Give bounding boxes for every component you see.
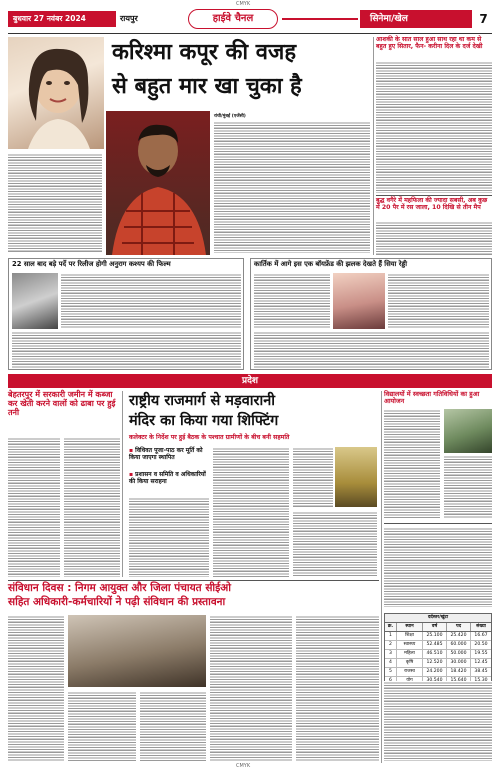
mid-left-text-lower (12, 331, 241, 369)
table-cell: 38.45 (474, 669, 488, 674)
table-row (385, 650, 491, 659)
bullet1-text: विधिवत पूजा-पाठ कर मूर्ति को किया जाएगा स्थापित (129, 447, 203, 462)
anurag-photo (12, 273, 58, 329)
top-story-text-left (8, 153, 102, 253)
bottom-text-col3 (140, 691, 206, 761)
table-cell: 46.510 (423, 650, 447, 658)
portrait-illustration (8, 37, 104, 149)
center-bullet1 (129, 447, 209, 461)
table-row (385, 668, 491, 677)
cmyk-top-label: CMYK (236, 1, 251, 7)
table-cell: 52.485 (423, 641, 447, 649)
lower-right-divider (384, 523, 492, 524)
bottom-text-col4 (210, 615, 292, 761)
center-text-col3 (293, 447, 333, 507)
vertical-rule-center (381, 391, 382, 763)
masthead-rule (282, 18, 358, 20)
table-row (385, 659, 491, 668)
center-text-col1 (129, 497, 209, 577)
table-cell: 3 (385, 650, 397, 658)
table-cell: शिक्षा (397, 632, 423, 640)
lower-left-text-2 (64, 437, 120, 577)
bottom-left-story (8, 583, 379, 763)
lower-right-text-3 (384, 527, 492, 607)
temple-photo (335, 447, 377, 507)
table-cell: 5 (385, 668, 397, 676)
right-story2-headline: बुद्ध वगैरे में महफिला की ज्यादा सबसी, अब कुछ में 20 पैर में रस जाला, 10 दिखि से तीन मैप (376, 197, 488, 211)
lower-right-story (384, 391, 492, 763)
mid-left-text (61, 273, 241, 329)
table-cell: 19.55 (474, 651, 488, 656)
bullet2-text: प्रशासन व समिति व अधिकारियों की किया सराहना (129, 471, 206, 486)
karisma-photo (8, 37, 104, 149)
table-cell: 4 (385, 659, 397, 667)
actor-illustration (106, 111, 210, 255)
table-cell: 24.200 (423, 668, 447, 676)
table-cell: 2 (385, 641, 397, 649)
table-title: दर्दस्तर/खुंटा (385, 614, 491, 623)
top-headline-line1: करिश्मा कपूर की वजह (112, 40, 296, 65)
lower-left-story (8, 391, 120, 577)
lower-right-text (384, 409, 440, 519)
center-text-col2 (213, 447, 289, 577)
bottom-divider (8, 580, 379, 581)
table-cell: राजस्व (397, 668, 423, 676)
table-cell: स्वास्थ्य (397, 641, 423, 649)
mid-right-text-lower (254, 331, 489, 369)
top-story (8, 37, 372, 255)
table-header-cell: पद (447, 623, 471, 631)
table-cell: 12.520 (423, 659, 447, 667)
table-cell: 60.000 (447, 641, 471, 649)
table-cell: 18.420 (447, 668, 471, 676)
center-headline-line2: मंदिर का किया गया शिफ्टिंग (129, 413, 279, 429)
right-story1-headline: आशकी के सात साल हुआ साथ रहा था कम से बहुत हुए सितार, फैन- करीना दिल के दर्ज देखी (376, 36, 483, 50)
bottom-text-col1 (8, 615, 64, 761)
lower-right-headline: विद्यालयों में स्वच्छता गतिविधियों का हुआ आयोजन (384, 390, 480, 406)
bottom-headline-line1: संविधान दिवस : निगम आयुक्त और जिला पंचायत सीईओ (8, 582, 232, 594)
table-cell: 30.000 (447, 659, 471, 667)
actress-photo (333, 273, 385, 329)
table-header-cell: वर्ष (423, 623, 447, 631)
lower-right-text-4 (384, 681, 492, 761)
table-cell: 16.67 (474, 633, 488, 638)
lower-left-headline: बेहतरपुर में सरकारी जमीन में कब्जा कर खेती करने वालों को ढाबा पर हुई तनी (8, 390, 116, 417)
bullet1-marker: ▪ (129, 447, 134, 454)
table-cell: 25.420 (447, 632, 471, 640)
section-badge: सिनेमा/खेल (360, 10, 472, 28)
section-band-label: प्रदेश (241, 376, 259, 386)
table-header-cell: स्थान (397, 623, 423, 631)
vertical-rule-top (373, 37, 374, 255)
data-table (384, 613, 492, 686)
center-text-col4 (293, 511, 377, 577)
center-bullet2 (129, 471, 209, 485)
city-label: रायपुर (120, 14, 138, 23)
mid-left-headline: 22 साल बाद बड़े पर्दे पर रिलीज होगी अनुराग कश्यप की फिल्म (12, 260, 171, 268)
top-headline-line2: से बहुत मार खा चुका है (112, 74, 302, 99)
mid-right-text-right (388, 273, 489, 329)
table-row (385, 641, 491, 650)
bullet2-marker: ▪ (129, 471, 134, 478)
students-photo (444, 409, 492, 453)
mid-left-story (8, 258, 244, 370)
table-header-row (385, 623, 491, 632)
ceremony-photo (68, 615, 206, 687)
right-column (376, 37, 492, 255)
section-band (8, 374, 492, 388)
top-story-byline: रांची/मुंबई (एजेंसी) (214, 114, 246, 119)
table-row (385, 632, 491, 641)
table-cell: 20.50 (474, 642, 488, 647)
right-story2-text (376, 221, 492, 255)
table-header-cell: क्र. (385, 623, 397, 631)
mid-right-story (250, 258, 492, 370)
masthead-bottom-rule (8, 33, 492, 34)
bottom-text-col2 (68, 691, 136, 761)
actor-photo (106, 111, 210, 255)
lower-right-text-2 (444, 455, 492, 519)
bottom-text-col5 (296, 615, 379, 761)
center-headline-line1: राष्ट्रीय राजमार्ग से मड़वारानी (129, 393, 276, 409)
top-headline-box (108, 39, 372, 109)
table-cell: 1 (385, 632, 397, 640)
masthead (8, 9, 492, 31)
channel-title: हाईवे चैनल (188, 9, 278, 29)
page-number: 7 (479, 12, 488, 26)
table-cell: महिला (397, 650, 423, 658)
center-subhead: कलेक्टर के निर्देश पर हुई बैठक के पश्चात ग्रामीणों के बीच बनी सहमति (129, 434, 290, 441)
top-story-text (214, 121, 370, 253)
bottom-headline-line2: सहित अधिकारी-कर्मचारियों ने पढ़ी संविधान की प्रस्तावना (8, 596, 226, 608)
table-cell: 50.000 (447, 650, 471, 658)
vertical-rule-lower-left (122, 391, 123, 577)
table-header-cell: संख्या (476, 624, 486, 629)
right-story1-text (376, 61, 492, 193)
cmyk-bottom-label: CMYK (236, 763, 251, 769)
date-badge: बुधवार 27 नवंबर 2024 (8, 11, 116, 27)
right-divider (376, 195, 492, 196)
table-cell: कृषि (397, 659, 423, 667)
mid-right-text-left (254, 273, 330, 329)
table-cell: 12.45 (474, 660, 488, 665)
table-cell: 25.100 (423, 632, 447, 640)
center-story (125, 391, 379, 577)
lower-left-text (8, 437, 60, 577)
mid-right-headline: कार्तिक में आगे इस एक बॉयफ्रेंड की झलक देखते हैं सिया रेड्डी (254, 260, 407, 268)
